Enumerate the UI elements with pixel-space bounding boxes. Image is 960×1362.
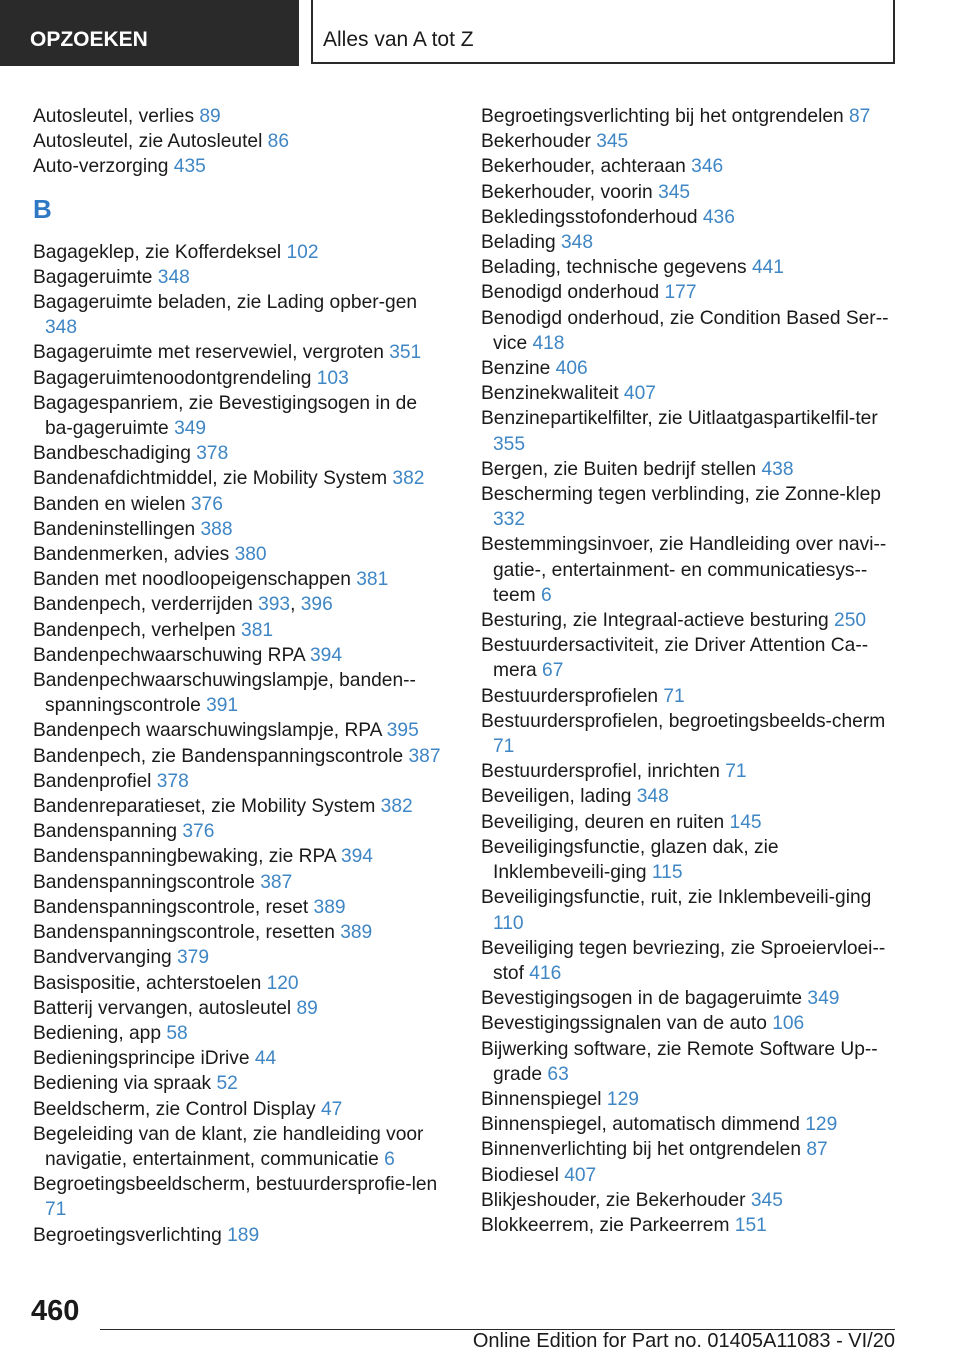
page-reference-link[interactable]: 348 xyxy=(157,266,190,288)
index-entry xyxy=(481,835,901,885)
index-term: Auto-verzorging xyxy=(33,156,174,178)
index-entry xyxy=(481,457,901,482)
index-entry xyxy=(481,759,901,784)
index-entry xyxy=(33,819,453,844)
index-entry xyxy=(481,1213,901,1238)
index-term: Bescherming tegen verblinding, zie Zonne-klep xyxy=(481,484,881,506)
page-reference-link[interactable]: 348 xyxy=(561,232,594,254)
page-reference-link[interactable]: 391 xyxy=(206,695,239,717)
index-entry xyxy=(33,104,453,129)
index-entry xyxy=(33,441,453,466)
index-term: Bijwerking software, zie Remote Software Up-grade xyxy=(481,1038,878,1085)
page-reference-link[interactable]: 351 xyxy=(389,342,422,364)
index-term: Bandenprofiel xyxy=(33,770,157,792)
page-reference-link[interactable]: 345 xyxy=(658,181,691,203)
page-reference-link[interactable]: 115 xyxy=(651,862,683,884)
index-entry xyxy=(481,230,901,255)
index-term: Bagageruimte xyxy=(33,266,158,288)
index-entry xyxy=(481,356,901,381)
page-reference-link[interactable]: 6 xyxy=(541,584,552,606)
page-reference-link[interactable]: 381 xyxy=(241,619,274,641)
page-reference-link[interactable]: 382 xyxy=(380,796,413,818)
page-reference-link[interactable]: 71 xyxy=(725,761,747,783)
index-entry xyxy=(33,542,453,567)
index-entry xyxy=(481,684,901,709)
index-term: Binnenverlichting bij het ontgrendelen xyxy=(481,1139,807,1161)
index-term: Bagageruimte met reservewiel, vergroten xyxy=(33,342,390,364)
index-term: Bandenreparatieset, zie Mobility System xyxy=(33,796,381,818)
page-reference-link[interactable]: 389 xyxy=(313,896,346,918)
index-entry xyxy=(33,154,453,179)
page-reference-link[interactable]: 349 xyxy=(174,418,207,440)
index-term: Beveiligingsfunctie, glazen dak, zie Inklembeveili-ging xyxy=(481,836,779,884)
index-term: Beveiligen, lading xyxy=(481,786,637,808)
page-reference-link[interactable]: 441 xyxy=(751,257,784,279)
page-reference-link[interactable]: 407 xyxy=(623,383,656,405)
index-term: Begroetingsverlichting bij het ontgrendelen xyxy=(481,106,850,127)
index-entry xyxy=(481,1087,901,1112)
index-entry xyxy=(33,265,453,290)
index-term: Bedieningsprincipe iDrive xyxy=(33,1048,255,1070)
index-term: Bediening via spraak xyxy=(33,1073,217,1095)
index-term: Banden met noodloopeigenschappen xyxy=(33,569,357,591)
index-entry xyxy=(33,1172,453,1222)
page-reference-link[interactable]: 381 xyxy=(356,569,389,591)
index-term: Bergen, zie Buiten bedrijf stellen xyxy=(481,458,762,480)
page-reference-link[interactable]: 145 xyxy=(729,811,762,833)
index-entry xyxy=(33,870,453,895)
index-term: Belading, technische gegevens xyxy=(481,257,752,279)
index-entry xyxy=(481,1037,901,1087)
index-term: Bekerhouder xyxy=(481,131,597,153)
page-reference-link[interactable]: 67 xyxy=(542,660,564,682)
footer-edition-text: Online Edition for Part no. 01405A11083 - VI/20 xyxy=(472,1330,895,1352)
index-term: Binnenspiegel xyxy=(481,1088,607,1110)
index-term: Benodigd onderhoud xyxy=(481,282,665,304)
page-reference-link[interactable]: 52 xyxy=(216,1073,238,1095)
index-term: Beveiliging, deuren en ruiten xyxy=(481,811,730,833)
index-entry xyxy=(481,180,901,205)
index-entry xyxy=(33,240,453,265)
index-entry xyxy=(33,1223,453,1248)
page-reference-link[interactable]: 418 xyxy=(532,332,565,354)
index-term: Bandbeschadiging xyxy=(33,443,197,465)
index-entry xyxy=(481,608,901,633)
index-entry xyxy=(33,718,453,743)
page-reference-link[interactable]: 71 xyxy=(493,736,515,758)
index-entry xyxy=(33,1046,453,1071)
index-entry xyxy=(33,643,453,668)
index-entry xyxy=(33,945,453,970)
index-term: Biodiesel xyxy=(481,1164,565,1186)
page-reference-link[interactable]: 151 xyxy=(734,1214,767,1236)
page-reference-link[interactable]: 348 xyxy=(45,317,78,339)
index-term: Bekerhouder, voorin xyxy=(481,181,659,203)
index-term: Bekledingsstofonderhoud xyxy=(481,206,703,228)
page-reference-link[interactable]: 71 xyxy=(45,1199,67,1221)
page-reference-link[interactable]: 406 xyxy=(555,358,588,380)
index-entry xyxy=(481,406,901,456)
page-reference-link[interactable]: 120 xyxy=(266,972,299,994)
index-term: Bandvervanging xyxy=(33,947,178,969)
page-reference-link[interactable]: 388 xyxy=(200,518,233,540)
index-term: Bandenpech waarschuwingslampje, RPA xyxy=(33,720,387,742)
index-entry xyxy=(33,769,453,794)
index-entry xyxy=(33,920,453,945)
index-entry xyxy=(481,986,901,1011)
page-number: 460 xyxy=(31,1295,80,1327)
section-title: Alles van A tot Z xyxy=(311,0,895,64)
index-term: Begroetingsverlichting xyxy=(33,1224,228,1246)
index-entry xyxy=(33,895,453,920)
index-entry xyxy=(481,129,901,154)
index-term: Benzinepartikelfilter, zie Uitlaatgaspartikelfil-ter xyxy=(481,408,878,430)
index-term: Autosleutel, verlies xyxy=(33,106,200,127)
page-reference-link[interactable]: 348 xyxy=(636,786,669,808)
index-term: Bandenpech, verhelpen xyxy=(33,619,242,641)
page-reference-link[interactable]: 387 xyxy=(260,871,293,893)
index-entry xyxy=(481,1163,901,1188)
page-reference-link[interactable]: 86 xyxy=(267,131,290,153)
index-entry xyxy=(481,306,901,356)
page-reference-link[interactable]: 389 xyxy=(340,922,373,944)
index-term: Bandenmerken, advies xyxy=(33,544,235,566)
index-entry xyxy=(33,844,453,869)
index-term: Banden en wielen xyxy=(33,493,191,515)
index-term: Bandenpech, verderrijden xyxy=(33,594,259,616)
page-reference-link[interactable]: 346 xyxy=(691,156,724,178)
index-entry xyxy=(481,810,901,835)
index-entry xyxy=(33,744,453,769)
index-entry xyxy=(481,1137,901,1162)
page-reference-link[interactable]: 71 xyxy=(663,685,685,707)
index-entry xyxy=(33,290,453,340)
index-entry xyxy=(33,1097,453,1122)
page-reference-link[interactable]: 395 xyxy=(386,720,419,742)
index-entry xyxy=(33,517,453,542)
index-term: Bekerhouder, achteraan xyxy=(481,156,692,178)
index-entry xyxy=(481,482,901,532)
page-reference-link[interactable]: 44 xyxy=(254,1048,277,1070)
index-term: Begroetingsbeeldscherm, bestuurdersprofie-len xyxy=(33,1174,438,1196)
index-term: Bandenspanningbewaking, zie RPA xyxy=(33,846,341,868)
index-term: Bevestigingsogen in de bagageruimte xyxy=(481,988,808,1010)
index-entry xyxy=(481,255,901,280)
index-term: Bandeninstellingen xyxy=(33,518,201,540)
page-reference-link[interactable]: 387 xyxy=(408,745,441,767)
page-reference-link[interactable]: 345 xyxy=(750,1189,783,1211)
index-term: Bandenspanningscontrole, reset xyxy=(33,896,314,918)
index-term: Bagagespanriem, zie Bevestigingsogen in de ba-gageruimte xyxy=(33,392,418,440)
index-term: Begeleiding van de klant, zie handleiding voor navigatie, entertainment, communicatie xyxy=(33,1123,424,1170)
page-reference-link[interactable]: 438 xyxy=(761,458,794,480)
section-tab: OPZOEKEN xyxy=(0,0,299,66)
index-entry xyxy=(481,936,901,986)
index-term: Bagageruimtenoodontgrendeling xyxy=(33,367,317,389)
index-entry xyxy=(33,971,453,996)
index-entry xyxy=(33,366,453,391)
index-entry xyxy=(481,205,901,230)
index-entry xyxy=(481,784,901,809)
index-entry xyxy=(481,1112,901,1137)
index-term: Beveiliging tegen bevriezing, zie Sproeiervloei-stof xyxy=(481,937,886,984)
index-term: Bestemmingsinvoer, zie Handleiding over navi-gatie-, entertainment- en communicatiesys-teem xyxy=(481,534,887,606)
index-entry xyxy=(481,381,901,406)
index-entry xyxy=(33,794,453,819)
index-term: Bediening, app xyxy=(33,1022,167,1044)
index-term: Blikjeshouder, zie Bekerhouder xyxy=(481,1189,751,1211)
index-term: Beveiligingsfunctie, ruit, zie Inklembeveili-ging xyxy=(481,887,872,909)
index-entry xyxy=(481,1011,901,1036)
index-term: Bestuurdersprofielen xyxy=(481,685,664,707)
index-term: Bagageklep, zie Kofferdeksel xyxy=(33,241,287,263)
index-entry xyxy=(33,996,453,1021)
page-reference-link[interactable]: 349 xyxy=(807,988,840,1010)
page-reference-link[interactable]: 250 xyxy=(834,610,867,632)
page-reference-link[interactable]: 394 xyxy=(309,644,342,666)
index-term: Binnenspiegel, automatisch dimmend xyxy=(481,1114,806,1136)
index-term: Besturing, zie Integraal-actieve besturing xyxy=(481,610,835,632)
page-reference-link[interactable]: 110 xyxy=(493,912,524,934)
page-reference-link[interactable]: 63 xyxy=(547,1063,569,1085)
index-entry xyxy=(33,668,453,718)
index-term: Batterij vervangen, autosleutel xyxy=(33,997,297,1019)
page-reference-link[interactable]: 47 xyxy=(320,1098,343,1120)
page-reference-link[interactable]: 102 xyxy=(286,241,319,263)
index-entry xyxy=(33,592,453,617)
page-reference-link[interactable]: 393 xyxy=(258,594,291,616)
index-term: Bandenpech, zie Bandenspanningscontrole xyxy=(33,745,409,767)
index-term: Basispositie, achterstoelen xyxy=(33,972,267,994)
page-reference-link[interactable]: 87 xyxy=(806,1139,828,1161)
page-reference-link[interactable]: 87 xyxy=(849,106,871,127)
index-entry xyxy=(481,633,901,683)
index-entry xyxy=(33,618,453,643)
index-entry xyxy=(33,466,453,491)
page-reference-link[interactable]: 189 xyxy=(227,1224,260,1246)
page-reference-link[interactable]: 379 xyxy=(177,947,210,969)
index-entry xyxy=(33,567,453,592)
ref-separator: , xyxy=(290,594,301,616)
index-column-right xyxy=(481,104,901,1238)
index-term: Beeldscherm, zie Control Display xyxy=(33,1098,321,1120)
index-entry xyxy=(481,154,901,179)
index-entry xyxy=(33,1122,453,1172)
page-reference-link[interactable]: 345 xyxy=(596,131,629,153)
index-term: Bestuurdersprofielen, begroetingsbeelds-cherm xyxy=(481,710,886,732)
index-term: Benzine xyxy=(481,358,556,380)
page-reference-link[interactable]: 436 xyxy=(702,206,735,228)
index-term: Bandenpechwaarschuwingslampje, banden-spanningscontrole xyxy=(33,670,416,717)
index-term: Blokkeerrem, zie Parkeerrem xyxy=(481,1214,735,1236)
index-term: Bandenpechwaarschuwing RPA xyxy=(33,644,310,666)
index-entry xyxy=(481,280,901,305)
index-term: Bandenspanningscontrole, resetten xyxy=(33,922,341,944)
page-reference-link[interactable]: 378 xyxy=(156,770,189,792)
index-term: Belading xyxy=(481,232,562,254)
index-entry xyxy=(33,1071,453,1096)
page-reference-link[interactable]: 382 xyxy=(392,468,425,490)
index-term: Bagageruimte beladen, zie Lading opber-gen xyxy=(33,292,418,314)
index-entry xyxy=(481,104,901,129)
index-entry xyxy=(481,1188,901,1213)
index-column-left xyxy=(33,104,453,1248)
index-entry xyxy=(481,709,901,759)
page-reference-link[interactable]: 378 xyxy=(196,443,229,465)
page-reference-link[interactable]: 177 xyxy=(664,282,697,304)
index-entry xyxy=(33,391,453,441)
page-reference-link[interactable]: 416 xyxy=(529,962,562,984)
page-reference-link[interactable]: 380 xyxy=(234,544,267,566)
page-reference-link[interactable]: 435 xyxy=(173,156,206,178)
index-entry xyxy=(33,1021,453,1046)
page-reference-link[interactable]: 129 xyxy=(606,1088,639,1110)
index-term: Bestuurdersprofiel, inrichten xyxy=(481,761,726,783)
index-entry xyxy=(481,532,901,608)
page-reference-link[interactable]: 58 xyxy=(166,1022,188,1044)
page-reference-link[interactable]: 103 xyxy=(316,367,349,389)
page-reference-link[interactable]: 89 xyxy=(296,997,318,1019)
page-reference-link[interactable]: 106 xyxy=(772,1013,805,1035)
page-reference-link[interactable]: 6 xyxy=(384,1148,395,1170)
footer-edition xyxy=(200,1330,895,1353)
page-reference-link[interactable]: 355 xyxy=(493,433,526,455)
page-reference-link[interactable]: 129 xyxy=(805,1114,838,1136)
page-header xyxy=(0,0,960,66)
page-reference-link[interactable]: 396 xyxy=(300,594,333,616)
page-reference-link[interactable]: 332 xyxy=(493,509,526,531)
page-reference-link[interactable]: 89 xyxy=(199,106,221,127)
page-reference-link[interactable]: 407 xyxy=(564,1164,597,1186)
letter-heading: B xyxy=(33,193,52,224)
index-term: Bandenspanning xyxy=(33,821,183,843)
index-term: Benzinekwaliteit xyxy=(481,383,624,405)
index-term: Bevestigingssignalen van de auto xyxy=(481,1013,773,1035)
index-entry xyxy=(33,492,453,517)
page-reference-link[interactable]: 376 xyxy=(190,493,223,515)
index-entry xyxy=(481,885,901,935)
index-term: Benodigd onderhoud, zie Condition Based Ser-vice xyxy=(481,307,889,354)
index-entry xyxy=(33,340,453,365)
index-term: Bestuurdersactiviteit, zie Driver Attention Ca-mera xyxy=(481,635,869,682)
index-term: Bandenspanningscontrole xyxy=(33,871,261,893)
index-term: Bandenafdichtmiddel, zie Mobility System xyxy=(33,468,393,490)
index-term: Autosleutel, zie Autosleutel xyxy=(33,131,268,153)
page-reference-link[interactable]: 376 xyxy=(182,821,215,843)
index-entry xyxy=(33,129,453,154)
page-reference-link[interactable]: 394 xyxy=(340,846,373,868)
